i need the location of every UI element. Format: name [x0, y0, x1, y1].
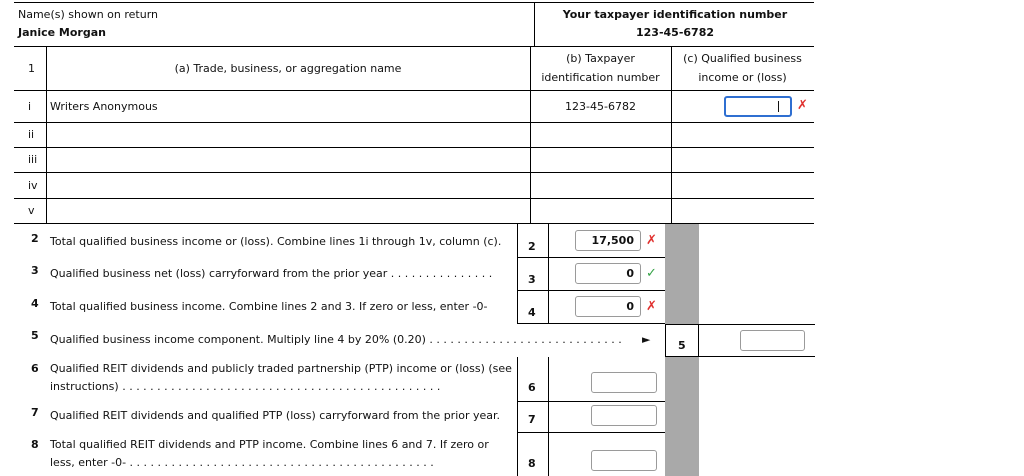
- tin-cell[interactable]: 123-45-6782: [565, 100, 636, 113]
- line-6-input[interactable]: [591, 372, 657, 393]
- line-2-number: 2: [31, 232, 39, 245]
- line-2-box-label: 2: [528, 240, 536, 253]
- arrow-right-icon: ►: [642, 333, 651, 346]
- box-rule: [517, 290, 665, 291]
- box-col-left: [517, 224, 518, 324]
- line-1-number: 1: [28, 62, 35, 75]
- line-5-box-left: [665, 324, 666, 357]
- col-b-header-line1: (b) Taxpayer: [566, 52, 635, 65]
- line-6-box-label: 6: [528, 381, 536, 394]
- line-4-input[interactable]: 0: [575, 296, 641, 317]
- line-8-text-1: Total qualified REIT dividends and PTP income. Combine lines 6 and 7. If zero or: [50, 438, 489, 451]
- check-mark-icon: ✓: [646, 266, 657, 281]
- row-roman: i: [28, 100, 32, 113]
- col-a-header: (a) Trade, business, or aggregation name: [174, 62, 402, 75]
- top-rule: [14, 2, 814, 3]
- line-8-number: 8: [31, 438, 39, 451]
- line-4-text: Total qualified business income. Combine lines 2 and 3. If zero or less, enter -0-: [50, 300, 488, 313]
- header-bottom-rule: [14, 46, 814, 47]
- row-rule: [14, 90, 814, 91]
- line-5-bottom-rule: [665, 356, 815, 357]
- x-mark-icon: ✗: [797, 98, 808, 113]
- line-3-number: 3: [31, 264, 39, 277]
- row-rule: [14, 198, 814, 199]
- line-2-input[interactable]: 17,500: [575, 230, 641, 251]
- col-c-header-line2: income or (loss): [698, 71, 787, 84]
- line-6-number: 6: [31, 362, 39, 375]
- line-5-box-label: 5: [678, 339, 686, 352]
- row-rule: [14, 147, 814, 148]
- line-3-input[interactable]: 0: [575, 263, 641, 284]
- line-5-number: 5: [31, 329, 39, 342]
- col-b-header-line2: identification number: [541, 71, 660, 84]
- line-5-text: Qualified business income component. Multiply line 4 by 20% (0.20) . . . . . . . . . . . . . . . . . . . . . . . . . . . .: [50, 333, 622, 346]
- text-cursor: [778, 101, 779, 112]
- line-7-box-label: 7: [528, 413, 536, 426]
- line-8-input[interactable]: [591, 450, 657, 471]
- line-8-box-label: 8: [528, 457, 536, 470]
- shaded-column-upper: [665, 224, 699, 324]
- line-5-input[interactable]: [740, 330, 805, 351]
- taxpayer-name: Janice Morgan: [18, 26, 106, 39]
- row-roman: iii: [28, 153, 38, 166]
- income-input-row-i[interactable]: [724, 96, 792, 117]
- box-rule: [517, 401, 665, 402]
- row-roman: ii: [28, 128, 35, 141]
- row-roman: v: [28, 204, 35, 217]
- line-4-box-label: 4: [528, 306, 536, 319]
- line-3-text: Qualified business net (loss) carryforward from the prior year . . . . . . . . . . . . . . .: [50, 267, 493, 280]
- line-2-text: Total qualified business income or (loss). Combine lines 1i through 1v, column (c).: [50, 235, 502, 248]
- line-5-top-rule: [665, 324, 815, 325]
- tin-value: 123-45-6782: [635, 26, 714, 39]
- line-6-text-1: Qualified REIT dividends and publicly traded partnership (PTP) income or (loss) (see: [50, 362, 512, 375]
- line-6-text-2: instructions) . . . . . . . . . . . . . . . . . . . . . . . . . . . . . . . . . . . . . . . . . . . . . .: [50, 380, 441, 393]
- line-7-input[interactable]: [591, 405, 657, 426]
- box-col-mid: [548, 357, 549, 476]
- box-rule: [517, 257, 665, 258]
- shaded-column-lower: [665, 357, 699, 476]
- box-col-mid: [548, 224, 549, 324]
- line-3-box-label: 3: [528, 273, 536, 286]
- line-5-box-mid: [698, 324, 699, 357]
- business-name-cell[interactable]: Writers Anonymous: [50, 100, 158, 113]
- x-mark-icon: ✗: [646, 233, 657, 248]
- tin-label: Your taxpayer identification number: [562, 8, 788, 21]
- col-c-header-line1: (c) Qualified business: [683, 52, 802, 65]
- row-rule: [14, 172, 814, 173]
- line-8-text-2: less, enter -0- . . . . . . . . . . . . . . . . . . . . . . . . . . . . . . . . . . . . . . . . . . . .: [50, 456, 434, 469]
- row-roman: iv: [28, 179, 38, 192]
- row-rule: [14, 122, 814, 123]
- box-col-left: [517, 357, 518, 476]
- line-4-number: 4: [31, 297, 39, 310]
- names-label: Name(s) shown on return: [18, 8, 158, 21]
- line-7-number: 7: [31, 406, 39, 419]
- box-rule: [517, 432, 665, 433]
- x-mark-icon: ✗: [646, 299, 657, 314]
- line-7-text: Qualified REIT dividends and qualified PTP (loss) carryforward from the prior year.: [50, 409, 501, 422]
- box-rule: [517, 323, 665, 324]
